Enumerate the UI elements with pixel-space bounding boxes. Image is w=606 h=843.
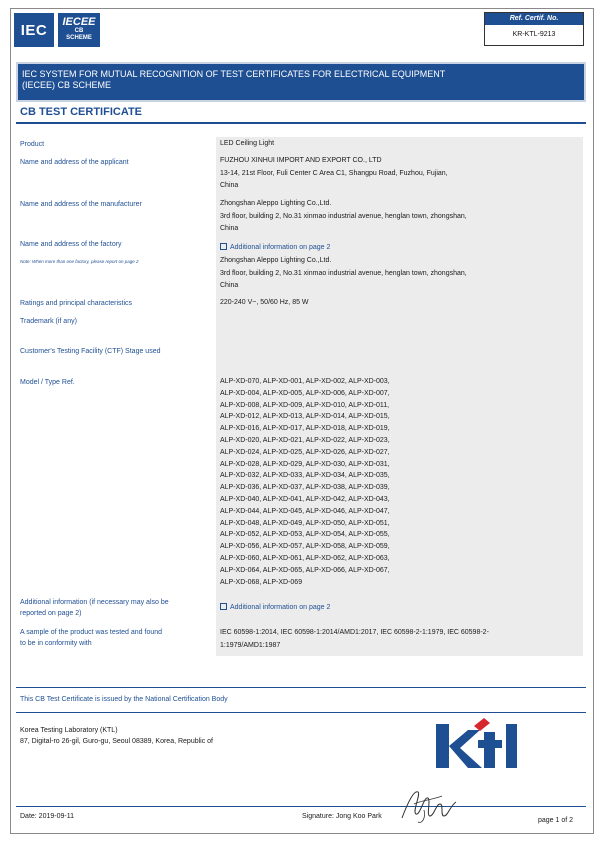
banner-line-2: (IECEE) CB SCHEME bbox=[22, 80, 112, 90]
applicant-value bbox=[220, 155, 448, 193]
factory-line: Zhongshan Aleppo Lighting Co.,Ltd. bbox=[220, 257, 332, 264]
manufacturer-line: Zhongshan Aleppo Lighting Co.,Ltd. bbox=[220, 200, 332, 207]
sample-label bbox=[20, 627, 162, 649]
factory-label: Name and address of the factory bbox=[20, 241, 122, 248]
model-line: ALP-XD-040, ALP-XD-041, ALP-XD-042, ALP-XD-043, bbox=[220, 495, 390, 503]
factory-note: Note: When more than one factory, please report on page 2 bbox=[20, 259, 139, 264]
handwritten-signature bbox=[396, 782, 462, 826]
ktl-logo-k-arm bbox=[449, 730, 482, 768]
factory-additional-info[interactable] bbox=[220, 242, 330, 255]
standards-line: 1:1979/AMD1:1987 bbox=[220, 641, 281, 649]
applicant-line: 13-14, 21st Floor, Fuli Center C Area C1, Shangpu Road, Fuzhou, Fujian, bbox=[220, 169, 448, 177]
model-line: ALP-XD-012, ALP-XD-013, ALP-XD-014, ALP-XD-015, bbox=[220, 413, 390, 421]
factory-additional-info-text: Additional information on page 2 bbox=[230, 244, 331, 251]
manufacturer-value bbox=[220, 198, 467, 236]
ratings-value: 220-240 V~, 50/60 Hz, 85 W bbox=[220, 299, 309, 306]
model-line: ALP-XD-036, ALP-XD-037, ALP-XD-038, ALP-XD-039, bbox=[220, 484, 390, 492]
ktl-logo bbox=[434, 718, 520, 770]
ref-certif-number: KR-KTL-9213 bbox=[512, 31, 556, 38]
signature-divider bbox=[16, 806, 586, 807]
lab-address: 87, Digital-ro 26-gil, Guro-gu, Seoul 08389, Korea, Republic of bbox=[20, 738, 213, 745]
model-line: ALP-XD-020, ALP-XD-021, ALP-XD-022, ALP-XD-023, bbox=[220, 436, 390, 444]
ktl-logo-t-bar bbox=[478, 740, 502, 748]
sample-label-line: to be in conformity with bbox=[20, 640, 92, 647]
reference-certificate-box bbox=[484, 12, 584, 46]
manufacturer-line: China bbox=[220, 225, 239, 232]
model-line: ALP-XD-004, ALP-XD-005, ALP-XD-006, ALP-XD-007, bbox=[220, 389, 390, 397]
additional-info-label bbox=[20, 597, 169, 619]
sample-standards bbox=[220, 627, 489, 652]
model-line: ALP-XD-056, ALP-XD-057, ALP-XD-058, ALP-XD-059, bbox=[220, 543, 390, 551]
factory-line: China bbox=[220, 282, 239, 289]
lab-name: Korea Testing Laboratory (KTL) bbox=[20, 727, 118, 734]
checkbox-icon[interactable] bbox=[220, 603, 227, 610]
model-line: ALP-XD-016, ALP-XD-017, ALP-XD-018, ALP-XD-019, bbox=[220, 425, 390, 433]
signature-stroke bbox=[402, 792, 456, 818]
model-line: ALP-XD-064, ALP-XD-065, ALP-XD-066, ALP-XD-067, bbox=[220, 566, 390, 574]
footer-divider bbox=[16, 712, 586, 713]
trademark-label: Trademark (if any) bbox=[20, 318, 77, 325]
ctf-label: Customer's Testing Facility (CTF) Stage used bbox=[20, 348, 161, 355]
model-line: ALP-XD-052, ALP-XD-053, ALP-XD-054, ALP-XD-055, bbox=[220, 531, 390, 539]
signatory: Signature: Jong Koo Park bbox=[302, 813, 382, 820]
manufacturer-line: 3rd floor, building 2, No.31 xinmao industrial avenue, henglan town, zhongshan, bbox=[220, 212, 467, 220]
model-line: ALP-XD-008, ALP-XD-009, ALP-XD-010, ALP-XD-011, bbox=[220, 401, 390, 409]
additional-info-value-text: Additional information on page 2 bbox=[230, 604, 331, 611]
model-line: ALP-XD-024, ALP-XD-025, ALP-XD-026, ALP-XD-027, bbox=[220, 448, 390, 456]
scheme-banner bbox=[16, 62, 586, 102]
applicant-label: Name and address of the applicant bbox=[20, 159, 129, 166]
factory-line: 3rd floor, building 2, No.31 xinmao industrial avenue, henglan town, zhongshan, bbox=[220, 269, 467, 277]
additional-info-label-line: reported on page 2) bbox=[20, 610, 82, 617]
model-line: ALP-XD-068, ALP-XD-069 bbox=[220, 578, 303, 586]
ktl-logo-k-stem bbox=[436, 724, 449, 768]
ref-certif-label: Ref. Certif. No. bbox=[485, 13, 583, 25]
factory-value bbox=[220, 255, 467, 293]
manufacturer-label: Name and address of the manufacturer bbox=[20, 201, 142, 208]
checkbox-icon[interactable] bbox=[220, 243, 227, 250]
model-line: ALP-XD-048, ALP-XD-049, ALP-XD-050, ALP-XD-051, bbox=[220, 519, 390, 527]
model-list bbox=[220, 376, 410, 588]
standards-line: IEC 60598-1:2014, IEC 60598-1:2014/AMD1:2017, IEC 60598-2-1:1979, IEC 60598-2- bbox=[220, 629, 489, 636]
additional-info-value[interactable] bbox=[220, 602, 330, 615]
ratings-label: Ratings and principal characteristics bbox=[20, 300, 133, 307]
iec-logo-text: IEC bbox=[20, 21, 48, 39]
lab-details bbox=[20, 725, 213, 747]
product-value: LED Ceiling Light bbox=[220, 140, 275, 147]
footer-divider bbox=[16, 687, 586, 688]
additional-info-label-line: Additional information (if necessary may also be bbox=[20, 599, 169, 606]
sample-label-line: A sample of the product was tested and found bbox=[20, 629, 163, 636]
product-label: Product bbox=[20, 141, 45, 148]
model-line: ALP-XD-070, ALP-XD-001, ALP-XD-002, ALP-XD-003, bbox=[220, 378, 390, 385]
model-line: ALP-XD-028, ALP-XD-029, ALP-XD-030, ALP-XD-031, bbox=[220, 460, 390, 468]
iecee-logo-cb: CB bbox=[74, 28, 84, 34]
iecee-logo-text: IECEE bbox=[62, 16, 96, 28]
model-line: ALP-XD-032, ALP-XD-033, ALP-XD-034, ALP-XD-035, bbox=[220, 472, 390, 480]
iecee-cb-scheme-logo bbox=[58, 13, 100, 47]
ktl-logo-t-stem bbox=[484, 732, 495, 768]
certificate-title: CB TEST CERTIFICATE bbox=[20, 106, 143, 118]
applicant-line: FUZHOU XINHUI IMPORT AND EXPORT CO., LTD bbox=[220, 157, 382, 164]
ktl-logo-red-accent bbox=[474, 718, 490, 731]
issued-by-statement: This CB Test Certificate is issued by the National Certification Body bbox=[20, 696, 228, 703]
applicant-line: China bbox=[220, 182, 239, 189]
iecee-logo-scheme: SCHEME bbox=[66, 35, 92, 41]
model-label: Model / Type Ref. bbox=[20, 379, 75, 386]
title-divider bbox=[16, 122, 586, 124]
ktl-logo-l-stem bbox=[506, 724, 517, 768]
issue-date: Date: 2019-09-11 bbox=[20, 813, 74, 820]
iec-logo bbox=[14, 13, 54, 47]
banner-line-1: IEC SYSTEM FOR MUTUAL RECOGNITION OF TEST CERTIFICATES FOR ELECTRICAL EQUIPMENT bbox=[22, 69, 446, 79]
page-number: page 1 of 2 bbox=[538, 817, 574, 824]
model-line: ALP-XD-044, ALP-XD-045, ALP-XD-046, ALP-XD-047, bbox=[220, 507, 390, 515]
model-line: ALP-XD-060, ALP-XD-061, ALP-XD-062, ALP-XD-063, bbox=[220, 554, 390, 562]
